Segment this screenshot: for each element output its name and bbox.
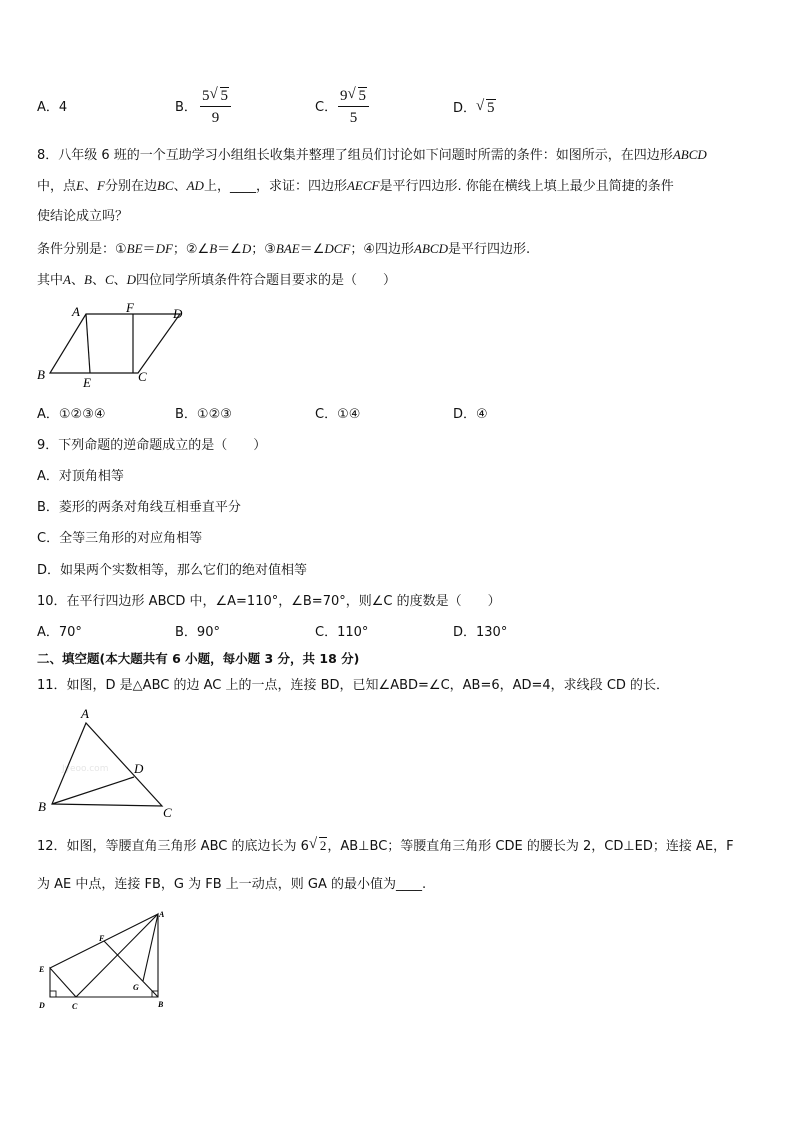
q9-option-b: B．菱形的两条对角线互相垂直平分 bbox=[37, 500, 241, 515]
label-d: D bbox=[39, 1001, 45, 1010]
text: DF bbox=[155, 241, 173, 256]
option-text: ①②③④ bbox=[58, 407, 106, 422]
text: AD bbox=[186, 178, 204, 193]
text: BC bbox=[156, 178, 174, 193]
q12-stem-line1 bbox=[37, 837, 734, 856]
text: 8．八年级 6 班的一个互助学习小组组长收集并整理了组员们讨论如下问题时所需的条件：如图所示，在四边形 bbox=[37, 148, 673, 163]
text: 是平行四边形. bbox=[447, 242, 531, 257]
radicand: 2 bbox=[319, 838, 327, 853]
label-c: C bbox=[138, 369, 147, 384]
text: ，求证：四边形 bbox=[255, 179, 347, 194]
option-text: ①②③ bbox=[196, 407, 232, 422]
denominator: 5 bbox=[349, 110, 358, 126]
label-a: A bbox=[159, 910, 165, 919]
label-e: E bbox=[83, 375, 91, 390]
radicand: 5 bbox=[220, 88, 228, 104]
denominator: 9 bbox=[211, 110, 220, 126]
text: ＝∠ bbox=[299, 242, 325, 257]
text: E bbox=[76, 178, 84, 193]
q8-option-a bbox=[37, 406, 106, 424]
q7-option-b-letter: B． bbox=[175, 100, 197, 115]
option-letter: D． bbox=[453, 101, 477, 116]
text: 、 bbox=[91, 273, 105, 288]
label-a: A bbox=[81, 706, 89, 721]
text: ；④四边形 bbox=[350, 242, 415, 257]
text: 、 bbox=[113, 273, 127, 288]
radicand: 5 bbox=[358, 88, 366, 104]
q8-option-c bbox=[315, 406, 360, 424]
q7-option-c-letter: C． bbox=[315, 100, 338, 115]
text: D bbox=[126, 272, 137, 287]
q8-stem-line3: 使结论成立吗？ bbox=[37, 209, 129, 224]
segment-ga bbox=[143, 914, 158, 981]
text: 、 bbox=[83, 179, 97, 194]
q9-option-a: A．对顶角相等 bbox=[37, 469, 124, 484]
q7-option-a bbox=[37, 99, 67, 117]
option-letter: A． bbox=[37, 100, 59, 115]
text: ，AB⊥BC；等腰直角三角形 CDE 的腰长为 2，CD⊥ED；连接 AE，F bbox=[327, 839, 734, 854]
label-c: C bbox=[163, 805, 172, 820]
watermark: Jyeoo.com bbox=[62, 764, 109, 774]
q9-option-d: D．如果两个实数相等，那么它们的绝对值相等 bbox=[37, 563, 308, 578]
q8-stem-line1 bbox=[37, 146, 707, 165]
text: 是平行四边形. 你能在横线上填上最少且简捷的条件 bbox=[379, 179, 674, 194]
text: ＝ bbox=[142, 242, 156, 257]
section-heading: 二、填空题(本大题共有 6 小题，每小题 3 分，共 18 分) bbox=[37, 651, 360, 666]
text: 分别在边 bbox=[104, 179, 157, 194]
sqrt-icon: √ 5 bbox=[209, 86, 228, 104]
text: C bbox=[104, 272, 114, 287]
option-text: ④ bbox=[476, 407, 488, 422]
label-a: A bbox=[72, 304, 80, 319]
q8-conditions bbox=[37, 240, 530, 259]
text: 、 bbox=[173, 179, 187, 194]
option-letter: D． bbox=[453, 407, 477, 422]
label-f: F bbox=[99, 934, 105, 943]
q9-option-c: C．全等三角形的对应角相等 bbox=[37, 531, 203, 546]
label-b: B bbox=[38, 799, 46, 814]
text: 中，点 bbox=[37, 179, 77, 194]
text: B bbox=[83, 272, 92, 287]
text: D bbox=[241, 241, 252, 256]
text: DCF bbox=[324, 241, 351, 256]
text: ；③ bbox=[251, 242, 276, 257]
text: B bbox=[209, 241, 218, 256]
segment-bd bbox=[52, 777, 134, 804]
label-g: G bbox=[133, 983, 139, 992]
parallelogram-abcd bbox=[50, 314, 180, 373]
text: 上， bbox=[203, 179, 230, 194]
right-angle-d bbox=[50, 991, 56, 997]
text: ；②∠ bbox=[172, 242, 210, 257]
text: BAE bbox=[275, 241, 300, 256]
q11-triangle-figure bbox=[32, 703, 182, 823]
segment-ae bbox=[86, 314, 90, 373]
q7-option-c-fraction bbox=[338, 87, 369, 127]
option-letter: C． bbox=[315, 407, 338, 422]
sqrt-icon: √ 2 bbox=[308, 836, 327, 853]
q8-question bbox=[37, 271, 396, 290]
q10-stem: 10．在平行四边形 ABCD 中，∠A=110°，∠B=70°，则∠C 的度数是（ ） bbox=[37, 594, 501, 609]
label-c: C bbox=[72, 1002, 78, 1011]
q7-option-d bbox=[453, 99, 496, 118]
q8-stem-line2 bbox=[37, 177, 674, 196]
q8-option-d bbox=[453, 406, 488, 424]
option-letter: B． bbox=[175, 407, 197, 422]
answer-blank: ____ bbox=[229, 179, 256, 194]
text: 、 bbox=[70, 273, 84, 288]
text: F bbox=[96, 178, 105, 193]
numerator-coefficient: 9 bbox=[340, 88, 348, 104]
q8-option-b bbox=[175, 406, 232, 424]
q10-option-a: A．70° bbox=[37, 625, 82, 640]
numerator-coefficient: 5 bbox=[202, 88, 210, 104]
text: ABCD bbox=[672, 147, 707, 162]
label-b: B bbox=[37, 367, 45, 382]
option-text: ①④ bbox=[337, 407, 361, 422]
q10-option-c: C．110° bbox=[315, 625, 369, 640]
text: 条件分别是：① bbox=[37, 242, 127, 257]
label-d: D bbox=[173, 306, 183, 321]
q11-stem: 11．如图，D 是△ABC 的边 AC 上的一点，连接 BD，已知∠ABD=∠C，AB=6，AD=4，求线段 CD 的长． bbox=[37, 678, 670, 693]
label-d: D bbox=[134, 761, 144, 776]
text: A bbox=[63, 272, 71, 287]
label-f: F bbox=[126, 300, 134, 315]
sqrt-icon: √ 5 bbox=[476, 98, 495, 116]
triangle-cde bbox=[50, 968, 76, 997]
q10-option-b: B．90° bbox=[175, 625, 220, 640]
text: ＝∠ bbox=[217, 242, 242, 257]
sqrt-icon: √ 5 bbox=[347, 86, 366, 104]
q9-stem: 9．下列命题的逆命题成立的是（ ） bbox=[37, 438, 267, 453]
option-value: 4 bbox=[58, 100, 68, 115]
q10-option-d: D．130° bbox=[453, 625, 508, 640]
text: AECF bbox=[346, 178, 380, 193]
text: BE bbox=[126, 241, 143, 256]
label-e: E bbox=[39, 965, 45, 974]
text: ABCD bbox=[414, 241, 448, 256]
radicand: 5 bbox=[487, 100, 495, 116]
text: 12．如图，等腰直角三角形 ABC 的底边长为 6 bbox=[37, 839, 309, 854]
option-letter: A． bbox=[37, 407, 59, 422]
q12-figure bbox=[34, 906, 174, 1012]
q12-stem-line2: 为 AE 中点，连接 FB，G 为 FB 上一动点，则 GA 的最小值为____. bbox=[37, 877, 427, 892]
label-b: B bbox=[158, 1000, 164, 1009]
triangle-abc bbox=[52, 723, 162, 806]
q7-option-b-fraction bbox=[200, 87, 231, 127]
q8-parallelogram-figure bbox=[30, 296, 200, 392]
text: 其中 bbox=[37, 273, 64, 288]
text: 四位同学所填条件符合题目要求的是（ ） bbox=[136, 273, 397, 288]
